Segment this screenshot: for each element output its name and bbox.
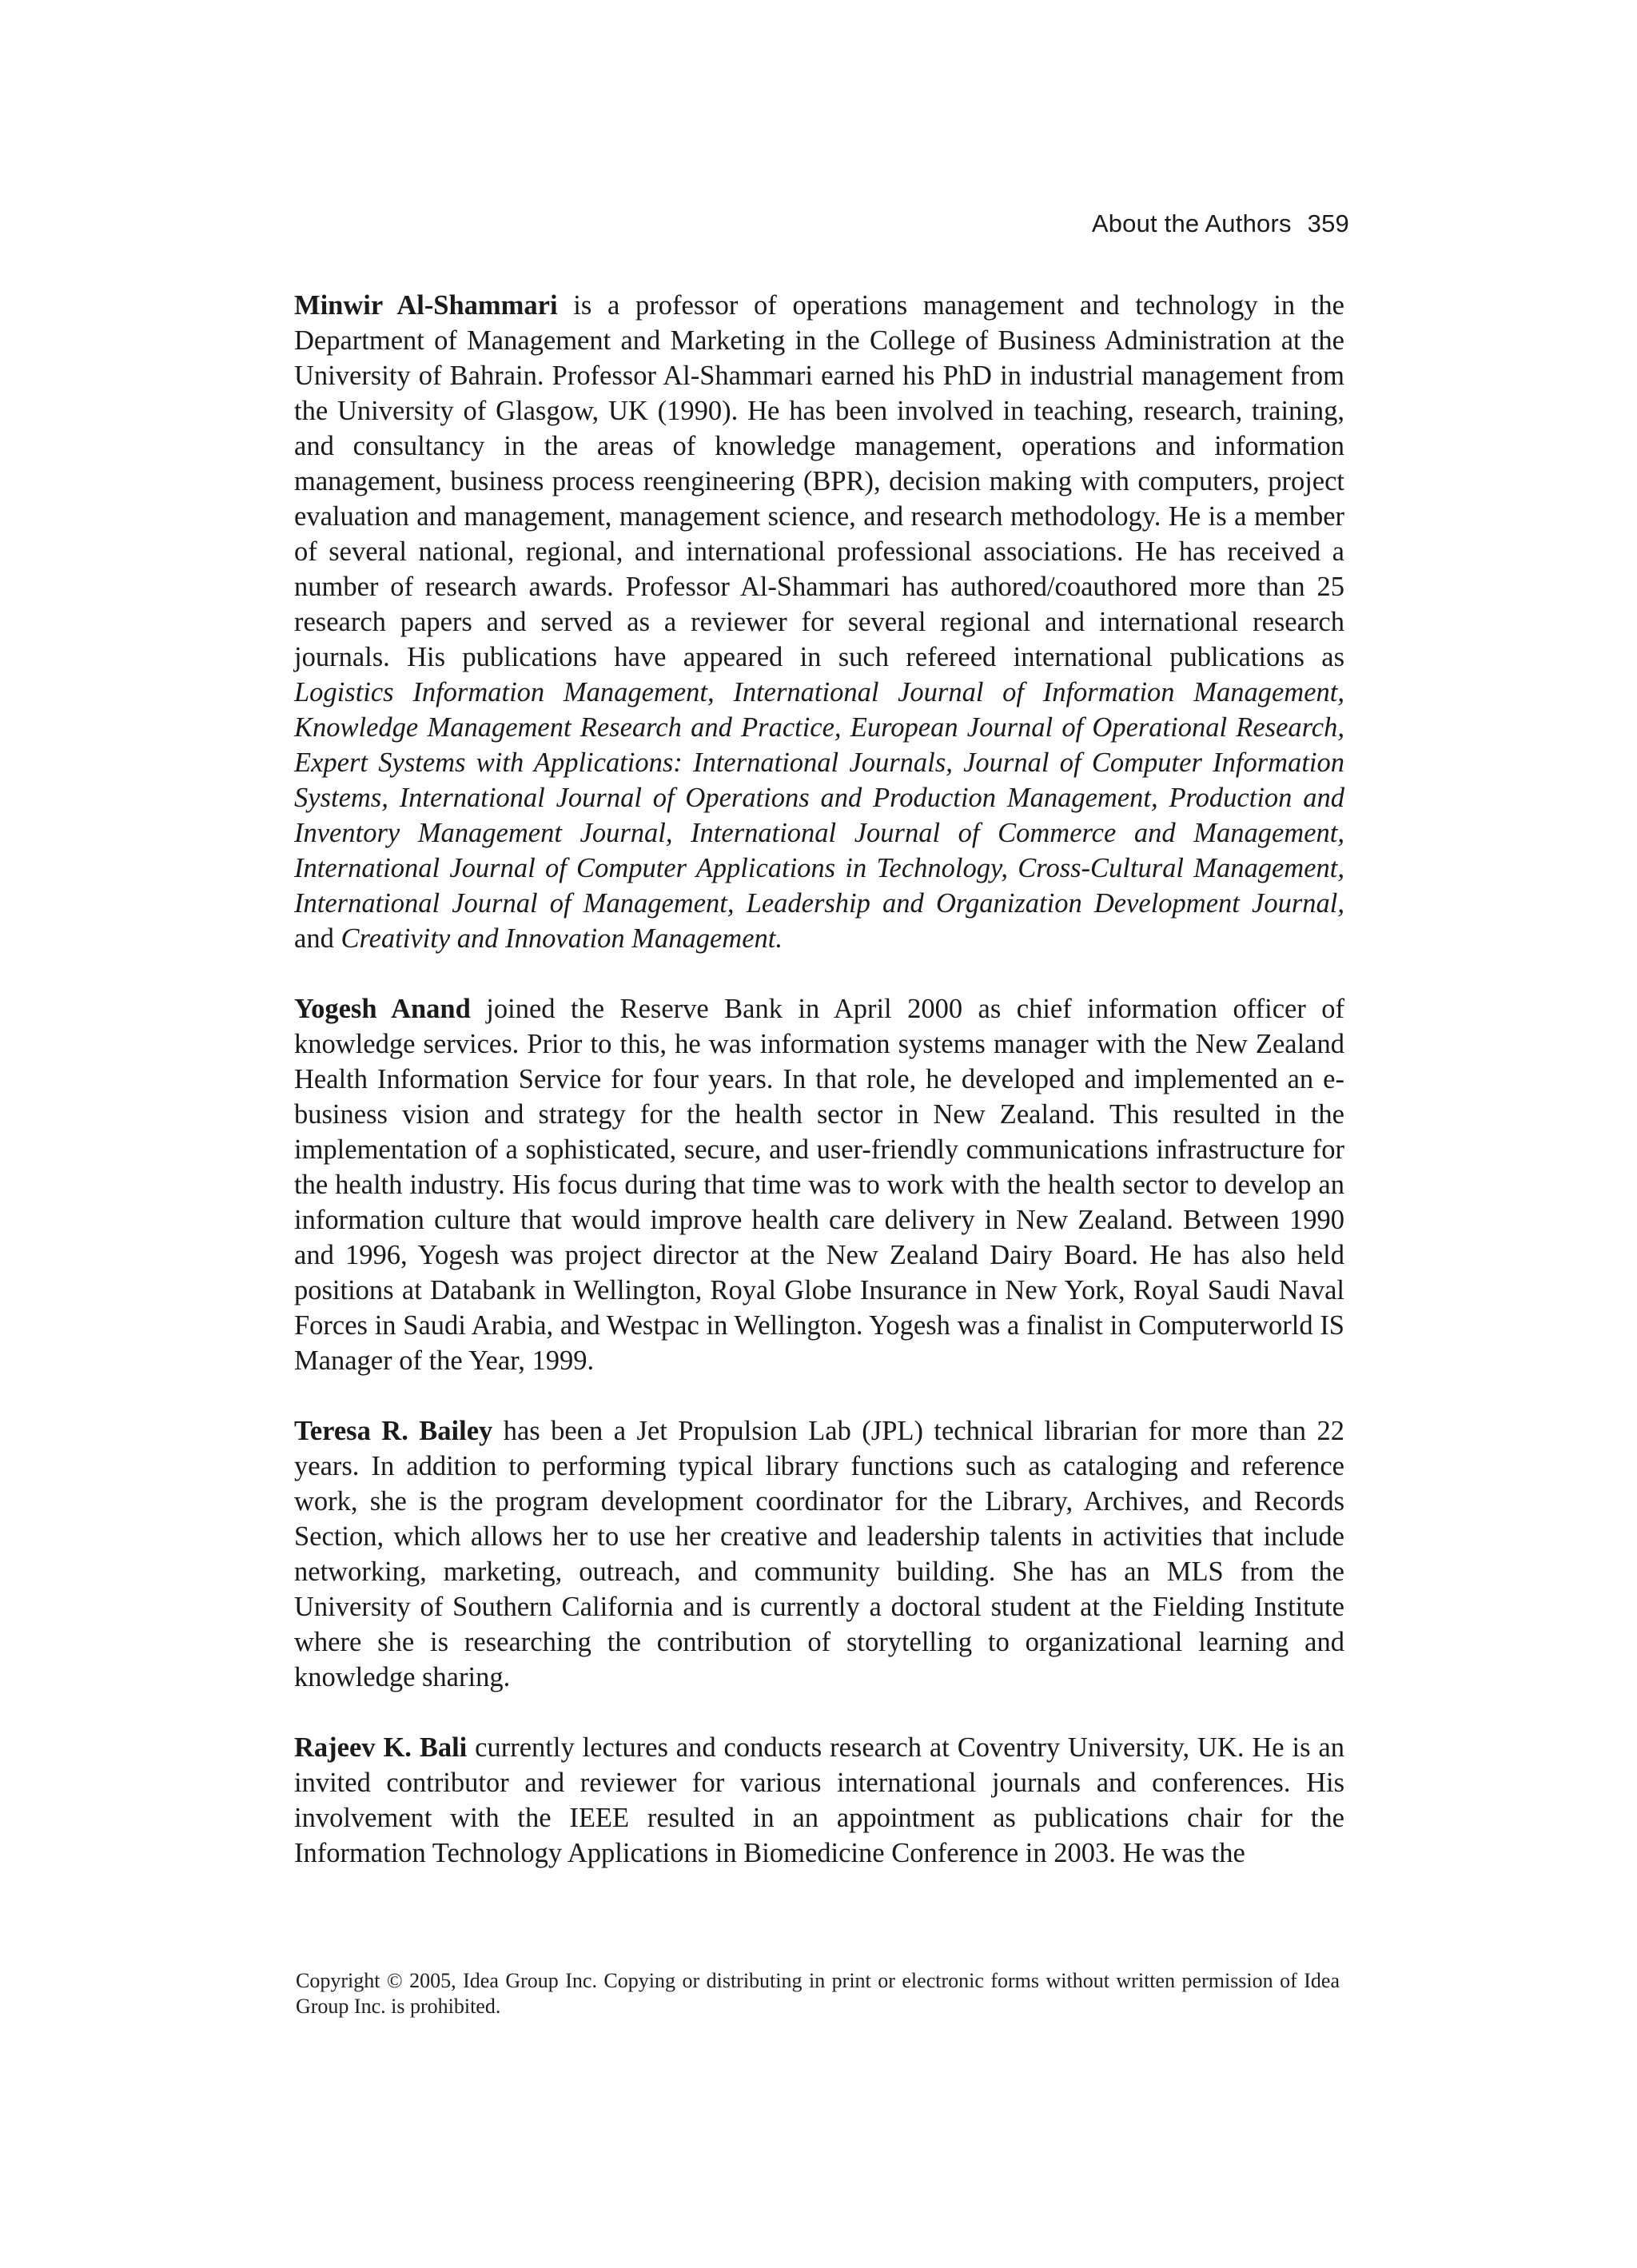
copyright-notice: Copyright © 2005, Idea Group Inc. Copying or distributing in print or electronic forms without written permission of Idea Group Inc. is prohibited.: [296, 1969, 1340, 2018]
bio-al-shammari: [294, 288, 1344, 956]
author-name: Teresa R. Bailey: [294, 1416, 493, 1446]
running-head: [1092, 209, 1349, 238]
author-name: Yogesh Anand: [294, 994, 471, 1024]
section-title: About the Authors: [1091, 209, 1292, 237]
bio-text: currently lectures and conducts research at Coventry University, UK. He is an invited contributor and reviewer for various international journals and conferences. His involvement with the IEEE resulted in an appointment as publications chair for the Information Technology Applications in Biomedicine Conference in 2003. He was the: [294, 1732, 1344, 1868]
bio-bailey: [294, 1413, 1344, 1695]
author-name: Rajeev K. Bali: [294, 1732, 468, 1763]
bio-text: is a professor of operations management and technology in the Department of Management and Marketing in the College of Business Administration at the University of Bahrain. Professor Al-Shammari earned his PhD in industrial management from the University of Glasgow, UK (1990). He has been involved in teaching, research, training, and consultancy in the areas of knowledge management, operations and information management, business process reengineering (BPR), decision making with computers, project evaluation and management, management science, and research methodology. He is a member of several national, regional, and international professional associations. He has received a number of research awards. Professor Al-Shammari has authored/coauthored more than 25 research papers and served as a reviewer for several regional and international research journals. His publications have appeared in such refereed international publications as: [294, 290, 1344, 672]
page-number: 359: [1307, 209, 1349, 237]
bio-text: joined the Reserve Bank in April 2000 as chief information officer of knowledge services. Prior to this, he was information systems manager with the New Zealand Health Information Service for four years. In that role, he developed and implemented an e-business vision and strategy for the health sector in New Zealand. This resulted in the implementation of a sophisticated, secure, and user-friendly communications infrastructure for the health industry. His focus during that time was to work with the health sector to develop an information culture that would improve health care delivery in New Zealand. Between 1990 and 1996, Yogesh was project director at the New Zealand Dairy Board. He has also held positions at Databank in Wellington, Royal Globe Insurance in New York, Royal Saudi Naval Forces in Saudi Arabia, and Westpac in Wellington. Yogesh was a finalist in Computerworld IS Manager of the Year, 1999.: [294, 994, 1345, 1376]
bio-text: has been a Jet Propulsion Lab (JPL) technical librarian for more than 22 years. In addition to performing typical library functions such as cataloging and reference work, she is the program development coordinator for the Library, Archives, and Records Section, which allows her to use her creative and leadership talents in activities that include networking, marketing, outreach, and community building. She has an MLS from the University of Southern California and is currently a doctoral student at the Fielding Institute where she is researching the contribution of storytelling to organizational learning and knowledge sharing.: [294, 1416, 1345, 1692]
author-bios: [294, 288, 1344, 1906]
bio-text-conjunction: and: [294, 923, 341, 954]
journal-last: Creativity and Innovation Management.: [341, 923, 783, 954]
author-name: Minwir Al-Shammari: [294, 290, 558, 321]
bio-anand: [294, 991, 1344, 1378]
journal-list: Logistics Information Management, International Journal of Information Management, Knowledge Management Research and Practice, European Journal of Operational Research, Expert Systems with Applications: International Journals, Journal of Computer Information Systems, International Journal of Operations and Production Management, Production and Inventory Management Journal, International Journal of Commerce and Management, International Journal of Computer Applications in Technology, Cross-Cultural Management, International Journal of Management, Leadership and Organization Development Journal,: [294, 677, 1344, 919]
bio-bali: [294, 1730, 1344, 1871]
